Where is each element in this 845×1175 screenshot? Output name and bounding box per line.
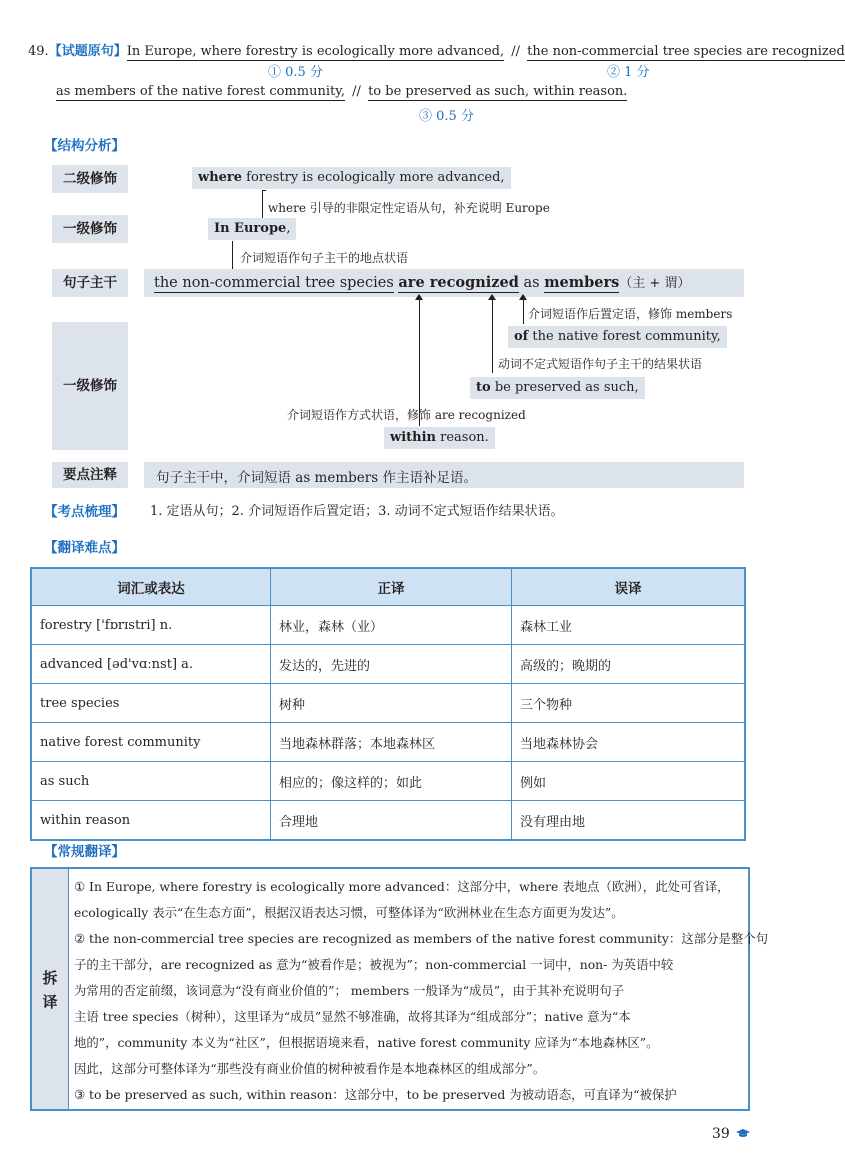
in-europe-keyword: In Europe: [214, 221, 287, 236]
structure-title: 【结构分析】: [44, 138, 125, 154]
main-clause-text: [154, 273, 690, 294]
vocab-wrong: 三个物种: [512, 684, 746, 723]
table-row: [31, 801, 745, 841]
translation-line: 为常用的否定前缀，该词意为“没有商业价值的”； members 一般译为“成员”，由于其补充说明句子: [74, 983, 625, 998]
level-label-primary-2: 一级修饰: [52, 322, 128, 450]
main-verb: are recognized: [398, 274, 519, 291]
where-clause-box: [192, 167, 511, 189]
arrow-head-manner: [415, 294, 423, 300]
table-row: [31, 684, 745, 723]
main-as: as: [518, 275, 545, 291]
translation-line: ecologically 表示“在生态方面”，根据汉语表达习惯，可整体译为“欧洲林业在生态方面更为发达”。: [74, 905, 624, 920]
vocab-term: advanced [əd'vɑːnst] a.: [31, 645, 271, 684]
in-europe-connector: [232, 241, 233, 271]
where-keyword: where: [198, 170, 243, 185]
side-char-1: 拆: [42, 969, 58, 987]
in-europe-comma: ,: [286, 221, 291, 236]
vocab-term: forestry ['fɒrɪstri] n.: [31, 606, 271, 645]
members-note: 介词短语作后置定语，修饰 members: [528, 307, 733, 321]
translation-line: 地的”，community 本义为“社区”，但根据语境来看，native forest community 应译为“本地森林区”。: [74, 1035, 659, 1050]
vocab-wrong: 例如: [512, 762, 746, 801]
question-number: 49.: [28, 44, 49, 59]
vocab-header-row: [31, 568, 745, 606]
where-note: where 引导的非限定性定语从句，补充说明 Europe: [268, 201, 550, 215]
where-clause-text: forestry is ecologically more advanced,: [242, 170, 505, 185]
vocab-term: tree species: [31, 684, 271, 723]
in-europe-note: 介词短语作句子主干的地点状语: [240, 251, 409, 265]
level-label-notes: 要点注释: [52, 462, 128, 488]
table-row: [31, 723, 745, 762]
question-part-2: the non-commercial tree species are recognized: [527, 44, 845, 59]
vocab-correct: 相应的；像这样的；如此: [271, 762, 512, 801]
translation-title: 【常规翻译】: [44, 844, 125, 860]
vocab-correct: 当地森林群落；本地森林区: [271, 723, 512, 762]
vocab-header-wrong: 误译: [512, 568, 746, 606]
main-label: （主 + 谓）: [619, 276, 691, 291]
of-phrase-box: [508, 326, 727, 348]
vocab-wrong: 高级的；晚期的: [512, 645, 746, 684]
translation-box: [30, 867, 769, 1111]
main-members: members: [544, 274, 620, 291]
within-note: 介词短语作方式状语，修饰 are recognized: [287, 408, 526, 422]
separator-2: //: [352, 84, 361, 99]
vocab-wrong: 没有理由地: [512, 801, 746, 841]
level-label-secondary: 二级修饰: [52, 165, 128, 193]
to-note: 动词不定式短语作句子主干的结果状语: [498, 357, 703, 371]
main-subject: the non-commercial tree species: [154, 275, 394, 291]
vocab-wrong: 当地森林协会: [512, 723, 746, 762]
score-3: ③ 0.5 分: [419, 109, 474, 124]
to-phrase-text: be preserved as such,: [490, 380, 639, 395]
arrow-to-verb-result: [492, 298, 493, 373]
vocab-correct: 合理地: [271, 801, 512, 841]
in-europe-box: [208, 218, 296, 240]
where-connector: [262, 190, 263, 218]
translation-line: 因此，这部分可整体译为“那些没有商业价值的树种被看作是本地森林区的组成部分”。: [74, 1061, 546, 1076]
vocab-header-correct: 正译: [271, 568, 512, 606]
table-row: [31, 762, 745, 801]
separator-1: //: [511, 44, 521, 59]
table-row: [31, 606, 745, 645]
score-2: ② 1 分: [607, 65, 650, 80]
translation-line: ③ to be preserved as such, within reason：这部分中，to be preserved 为被动语态，可直译为“被保护: [74, 1087, 677, 1102]
translation-line: ② the non-commercial tree species are recognized as members of the native forest community：这部分是整个句: [74, 931, 769, 946]
translation-side-label: [32, 869, 69, 1109]
graduation-cap-icon: [736, 1126, 748, 1134]
page-number: [712, 1126, 748, 1142]
where-connector-h: [262, 190, 266, 191]
page-number-text: 39: [712, 1126, 730, 1142]
question-tag: 【试题原句】: [48, 44, 127, 59]
translation-line: ① In Europe, where forestry is ecologically more advanced：这部分中，where 表地点（欧洲），此处可省译，: [74, 879, 730, 894]
side-char-2: 译: [42, 993, 58, 1011]
to-phrase-box: [470, 377, 645, 399]
arrow-head-members: [519, 294, 527, 300]
vocab-term: as such: [31, 762, 271, 801]
question-part-1: In Europe, where forestry is ecologically more advanced,: [126, 44, 505, 59]
translation-line: 主语 tree species（树种），这里译为“成员”显然不够准确，故将其译为“组成部分”；native 意为“本: [74, 1009, 631, 1024]
note-text: 句子主干中，介词短语 as members 作主语补足语。: [156, 470, 477, 486]
vocab-term: within reason: [31, 801, 271, 841]
vocab-correct: 林业，森林（业）: [271, 606, 512, 645]
score-1: ① 0.5 分: [268, 65, 323, 80]
question-part-2b: as members of the native forest community,: [56, 84, 346, 99]
table-row: [31, 645, 745, 684]
of-keyword: of: [514, 329, 529, 344]
translation-line: 子的主干部分，are recognized as 意为“被看作是；被视为”；non-commercial 一词中，non- 为英语中较: [74, 957, 674, 972]
kaodian-text: 1. 定语从句；2. 介词短语作后置定语；3. 动词不定式短语作结果状语。: [150, 504, 564, 519]
level-label-main: 句子主干: [52, 269, 128, 297]
of-phrase-text: the native forest community,: [528, 329, 721, 344]
question-part-3: to be preserved as such, within reason.: [368, 84, 628, 99]
arrow-to-members: [523, 298, 524, 324]
vocab-term: native forest community: [31, 723, 271, 762]
within-phrase-box: [384, 427, 495, 449]
kaodian-title: 【考点梳理】: [44, 504, 125, 520]
vocab-title: 【翻译难点】: [44, 540, 125, 556]
vocab-correct: 发达的，先进的: [271, 645, 512, 684]
question-line-2: [56, 84, 627, 99]
question-line-1: [28, 40, 845, 59]
arrow-head-result: [488, 294, 496, 300]
to-keyword: to: [476, 380, 491, 395]
vocab-header-term: 词汇或表达: [31, 568, 271, 606]
within-phrase-text: reason.: [435, 430, 489, 445]
vocab-correct: 树种: [271, 684, 512, 723]
vocab-wrong: 森林工业: [512, 606, 746, 645]
level-label-primary-1: 一级修饰: [52, 215, 128, 243]
within-keyword: within: [390, 430, 436, 445]
vocab-table: [30, 567, 746, 841]
